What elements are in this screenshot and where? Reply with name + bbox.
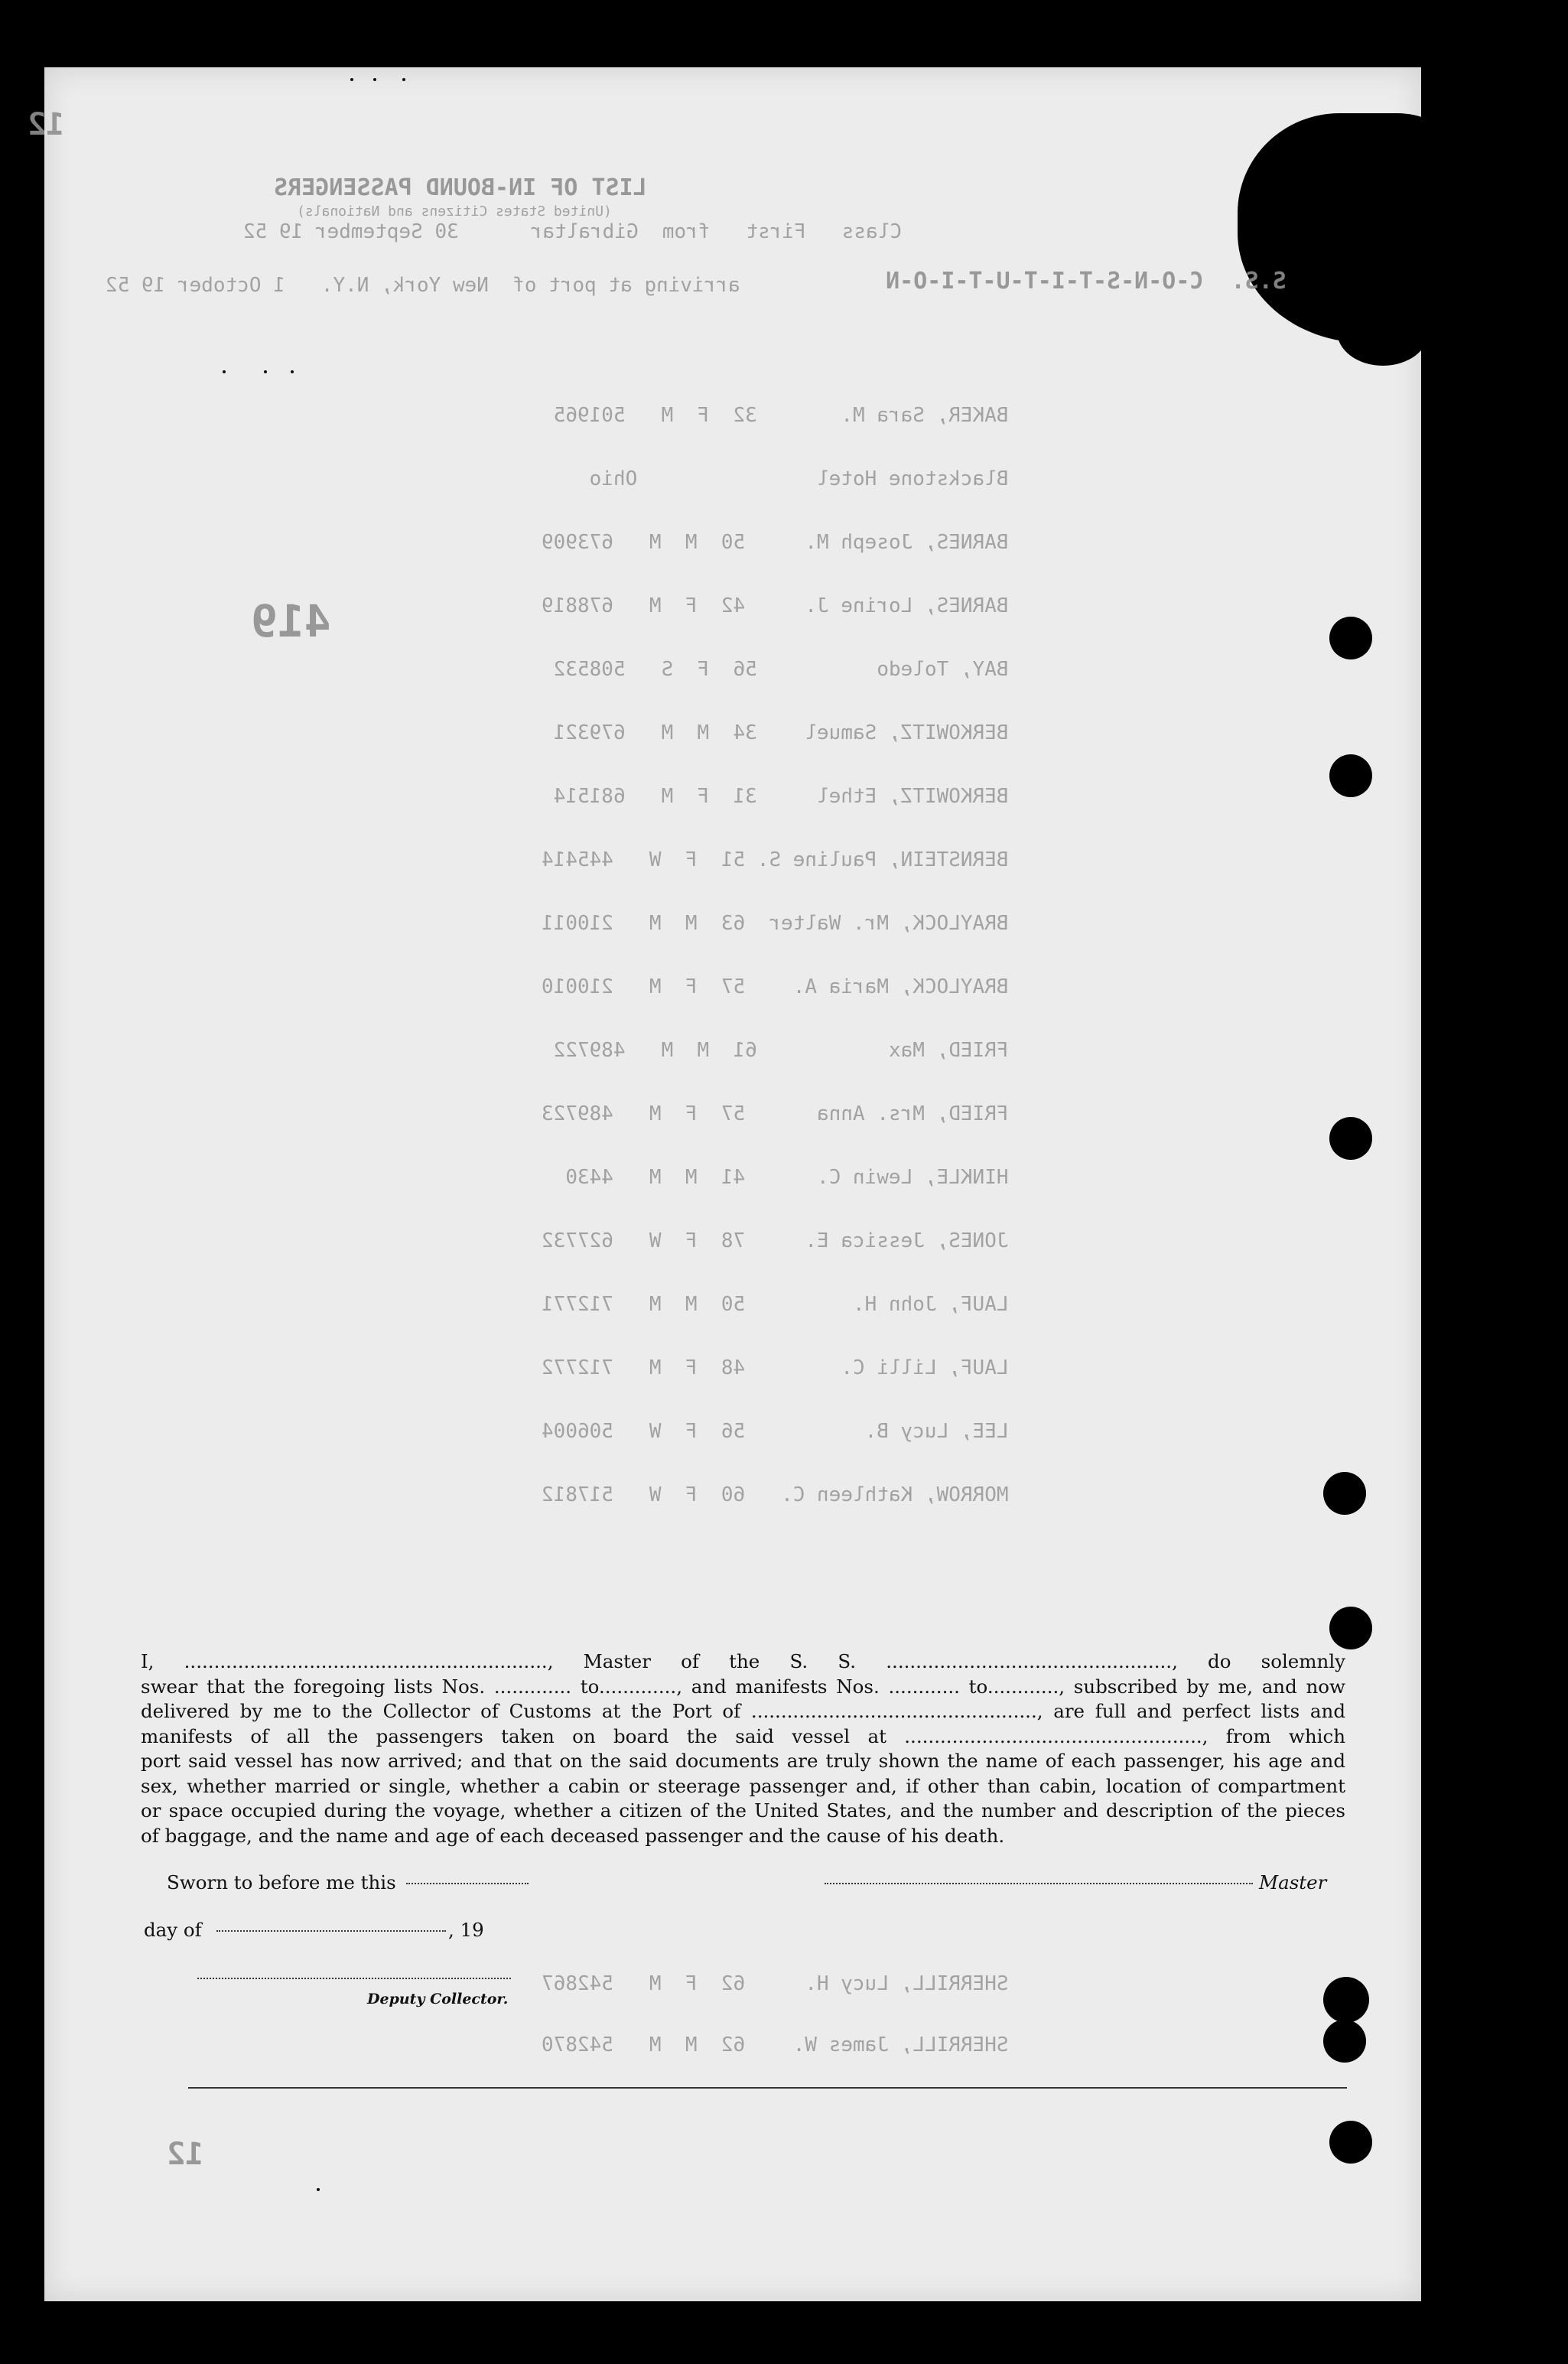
oath-line: manifests of all the passengers taken on board the said vessel at .................................................., from which: [141, 1724, 1345, 1747]
ghost-row: FRIED, Mrs. Anna 57 F M 489723: [542, 1102, 1009, 1125]
punch-hole: [1329, 617, 1372, 659]
ghost-row: Blackstone Hotel Ohio: [589, 467, 1009, 490]
scan-speck: [317, 2188, 320, 2191]
ghost-row: MORROW, Kathleen C. 60 F W 517812: [542, 1483, 1009, 1506]
oath-line: swear that the foregoing lists Nos. ............. to............., and manifests Nos. ............ to............, subscribed by me, and now: [141, 1675, 1345, 1698]
ghost-rows: [542, 404, 1008, 1547]
ghost-row: BAKER, Sara M. 32 F M 501965: [553, 404, 1009, 427]
scan-speck: [264, 370, 267, 373]
ghost-page-number-bottom: 12: [167, 2137, 204, 2172]
ghost-page-number-top: 12: [28, 107, 65, 142]
sworn-date-field[interactable]: [406, 1882, 529, 1884]
oath-paragraph: [141, 1649, 1345, 1848]
master-label: Master: [1259, 1871, 1327, 1893]
day-of-label: day of: [144, 1919, 202, 1941]
punch-hole: [1329, 754, 1372, 797]
ghost-row: HINKLE, Lewin C. 41 M M 4430: [565, 1166, 1009, 1189]
punch-hole: [1329, 1117, 1372, 1160]
oath-line: sex, whether married or single, whether a cabin or steerage passenger and, if other than cabin, location of compartment: [141, 1774, 1345, 1797]
punch-hole: [1337, 271, 1380, 314]
manifest-sheet: [28, 67, 1421, 2301]
ghost-row: JONES, Jessica E. 78 F W 627732: [542, 1229, 1009, 1252]
oath-line: of baggage, and the name and age of each deceased passenger and the cause of his death.: [141, 1824, 1005, 1847]
ghost-title: LIST OF IN-BOUND PASSENGERS: [274, 174, 647, 201]
oath-line: delivered by me to the Collector of Customs at the Port of ................................................, are full and perfect lists and: [141, 1700, 1345, 1722]
day-of-field[interactable]: [216, 1929, 446, 1932]
ghost-row: BRAYLOCK, Maria A. 57 F M 210010: [542, 975, 1009, 998]
ghost-row: LAUF, Lilli C. 48 F M 712772: [542, 1356, 1009, 1379]
scan-speck: [291, 370, 294, 373]
ghost-row: BERKOWITZ, Ethel 31 F M 681514: [553, 785, 1009, 808]
ghost-row: BRAYLOCK, Mr. Walter 63 M M 210011: [542, 912, 1009, 935]
punch-hole: [1329, 1607, 1372, 1649]
deputy-signature-field[interactable]: [197, 1977, 511, 1979]
oath-line: I, ............................................................., Master of the S. S. ................................................, do solemnly: [141, 1650, 1345, 1672]
scan-speck: [373, 78, 376, 81]
punch-hole: [1329, 2121, 1372, 2164]
ghost-row: LAUF, John H. 50 M M 712771: [542, 1293, 1009, 1316]
ghost-row: LEE, Lucy B. 56 F W 506004: [542, 1420, 1009, 1443]
ghost-row: BARNES, Lorine J. 42 F M 678819: [542, 594, 1009, 617]
master-signature-field[interactable]: [825, 1882, 1253, 1884]
ghost-stamp-number: 419: [251, 595, 331, 647]
ghost-class-line: Class First from Gibraltar 30 September 19 52: [243, 220, 902, 243]
ghost-vessel: S.S. C-O-N-S-T-I-T-U-T-I-O-N: [886, 268, 1287, 295]
year-label: , 19: [448, 1919, 484, 1941]
oath-line: port said vessel has now arrived; and that on the said documents are truly shown the name of each passenger, his age and: [141, 1750, 1345, 1772]
scan-speck: [402, 78, 405, 81]
bottom-rule: [188, 2087, 1347, 2089]
ghost-row: BARNES, Joseph M. 50 M M 673909: [542, 531, 1009, 554]
ghost-row: SHERRILL, James W. 62 M M 542870: [542, 2033, 1009, 2056]
sworn-label: Sworn to before me this: [167, 1871, 396, 1893]
ghost-row: BERNSTEIN, Pauline S. 51 F W 445414: [542, 848, 1009, 871]
ghost-row: BAY, Toledo 56 F S 508532: [553, 658, 1009, 681]
scan-speck: [350, 78, 353, 81]
scan-speck: [223, 370, 226, 373]
punch-hole: [1323, 1977, 1369, 2023]
deputy-collector-label: Deputy Collector.: [367, 1991, 509, 2007]
ghost-arriving-line: arriving at port of New York, N.Y. 1 October 19 52: [106, 274, 740, 297]
punch-hole: [1323, 1472, 1366, 1515]
oath-line: or space occupied during the voyage, whether a citizen of the United States, and the number and description of the pieces: [141, 1799, 1345, 1822]
ghost-row: BERKOWITZ, Samuel 34 M M 679321: [553, 721, 1009, 744]
punch-hole: [1323, 2020, 1366, 2063]
ghost-row: FRIED, Max 61 M M 489722: [553, 1039, 1009, 1062]
ghost-subtitle: (United States Citizens and Nationals): [297, 204, 612, 220]
ghost-row: SHERRILL, Lucy H. 62 F M 542867: [542, 1972, 1009, 1995]
